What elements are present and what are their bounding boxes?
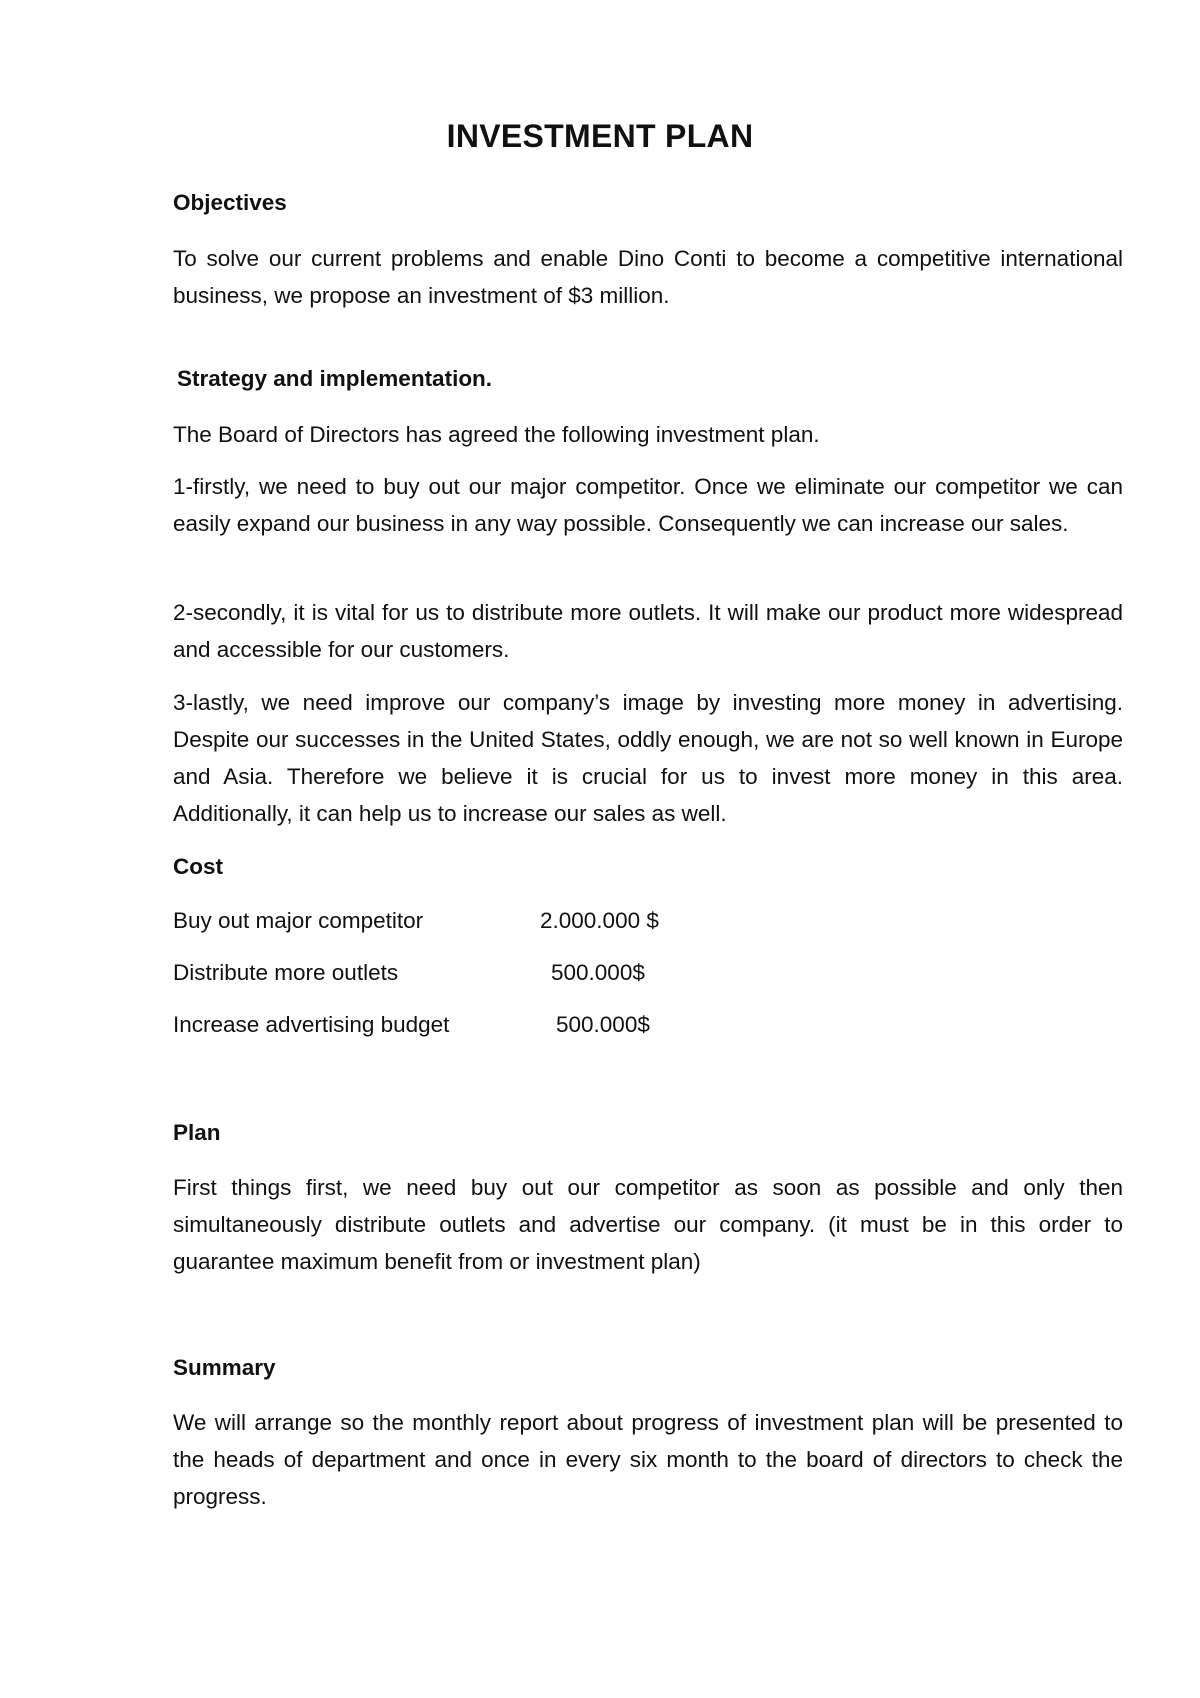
cost-row [173,957,873,989]
cost-amount: 500.000$ [556,1012,650,1037]
plan-paragraph: First things first, we need buy out our competitor as soon as possible and only then simultaneously distribute outlets and advertise our company. (it must be in this order to guarantee maximum benefit from or investment plan) [173,1175,1123,1274]
document-title: INVESTMENT PLAN [446,118,754,154]
cost-amount: 2.000.000 $ [540,908,659,933]
objectives-heading: Objectives [173,190,287,215]
cost-label: Buy out major competitor [173,908,424,933]
cost-label: Increase advertising budget [173,1012,450,1037]
strategy-point-3: 3-lastly, we need improve our company’s image by investing more money in advertising. Despite our successes in the United States, oddly enough, we are not so well known in Europe and Asia. Therefore we believe it is crucial for us to invest more money in this area. Additionally, it can help us to increase our sales as well. [173,690,1123,826]
cost-amount: 500.000$ [551,960,645,985]
strategy-intro: The Board of Directors has agreed the following investment plan. [173,422,820,447]
strategy-point-1: 1-firstly, we need to buy out our major competitor. Once we eliminate our competitor we can easily expand our business in any way possible. Consequently we can increase our sales. [173,474,1123,536]
summary-paragraph: We will arrange so the monthly report about progress of investment plan will be presented to the heads of department and once in every six month to the board of directors to check the progress. [173,1410,1123,1509]
summary-heading: Summary [173,1355,276,1380]
strategy-point-2: 2-secondly, it is vital for us to distribute more outlets. It will make our product more widespread and accessible for our customers. [173,600,1123,662]
cost-heading: Cost [173,854,223,879]
plan-heading: Plan [173,1120,221,1145]
cost-row [173,905,873,937]
cost-row [173,1009,873,1041]
strategy-heading: Strategy and implementation. [177,366,493,391]
objectives-paragraph: To solve our current problems and enable Dino Conti to become a competitive international business, we propose an investment of $3 million. [173,246,1123,308]
cost-label: Distribute more outlets [173,960,399,985]
